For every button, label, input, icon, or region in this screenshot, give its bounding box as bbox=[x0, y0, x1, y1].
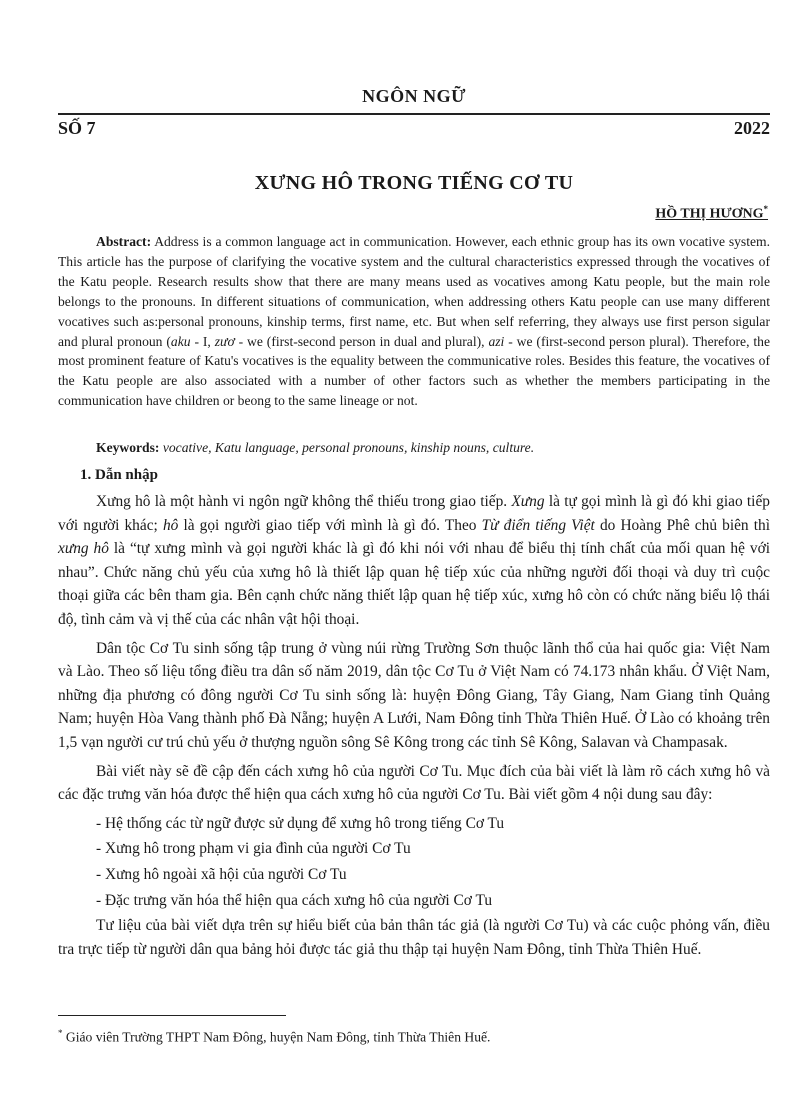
paragraph: Dân tộc Cơ Tu sinh sống tập trung ở vùng núi rừng Trường Sơn thuộc lãnh thổ của hai quốc gia: Việt Nam và Lào. Theo số liệu tổng điều tra dân số năm 2019, dân tộc Cơ Tu ở Việt Nam có 74.173 nhân khẩu. Ở Việt Nam, những địa phương có đông người Cơ Tu sinh sống là: huyện Đông Giang, Tây Giang, Nam Giang tỉnh Quảng Nam; huyện Hòa Vang thành phố Đà Nẵng; huyện A Lưới, Nam Đông tỉnh Thừa Thiên Huế. Ở Lào có khoảng trên 1,5 vạn người cư trú chủ yếu ở thượng nguồn sông Sê Kông trong các tỉnh Sê Kông, Salavan và Champasak. bbox=[58, 639, 770, 751]
italic-term: xưng hô bbox=[58, 540, 109, 558]
keywords-label: Keywords: bbox=[96, 440, 160, 455]
footnote bbox=[58, 1024, 770, 1047]
abstract-text: - we (first-second person in dual and plural), bbox=[234, 333, 489, 349]
italic-term: Xưng bbox=[511, 493, 545, 510]
paragraph-text: do Hoàng Phê chủ biên thì bbox=[594, 516, 770, 534]
list-item: - Đặc trưng văn hóa thể hiện qua cách xưng hô của người Cơ Tu bbox=[96, 891, 493, 909]
paragraph-text: là gọi người giao tiếp với mình là gì đó. Theo bbox=[178, 516, 482, 534]
paragraph-text: là “tự xưng mình và gọi người khác là gì đó khi nói với nhau để biểu thị tính chất của mối quan hệ với nhau”. Chức năng chủ yếu của xưng hô là thiết lập quan hệ tiếp xúc của những người đối thoại và duy trì cuộc thoại giữa các bên tham gia. Bên cạnh chức năng thiết lập quan hệ tiếp xúc, xưng hô còn có chức năng biểu lộ thái độ, tình cảm và vị thế của các nhân vật hội thoại. bbox=[58, 540, 770, 628]
section-body bbox=[58, 490, 770, 966]
abstract-text: - we (first-second person plural). Therefore, the most prominent feature of Katu's vocatives is the equality between the communicative roles. Besides this feature, the vocatives of the Katu people are also associated with a number of other factors such as whether the members participating in the communication have children or beong to the same lineage or not. bbox=[58, 333, 770, 409]
italic-term: hô bbox=[162, 516, 179, 534]
list-item: - Xưng hô trong phạm vi gia đình của người Cơ Tu bbox=[96, 840, 411, 858]
abstract-term: aku bbox=[170, 333, 191, 349]
footnote-rule bbox=[58, 1015, 286, 1016]
issue-number: SỐ 7 bbox=[58, 118, 96, 138]
abstract bbox=[58, 232, 770, 411]
keywords-text: vocative, Katu language, personal pronouns, kinship nouns, culture. bbox=[159, 440, 535, 455]
paragraph-text: Xưng hô là một hành vi ngôn ngữ không thể thiếu trong giao tiếp. bbox=[96, 493, 512, 510]
article-author bbox=[655, 204, 768, 223]
keywords bbox=[58, 438, 770, 458]
article-title: XƯNG HÔ TRONG TIẾNG CƠ TU bbox=[254, 172, 574, 194]
footnote-mark: * bbox=[58, 1028, 63, 1038]
author-name: HỒ THỊ HƯƠNG bbox=[655, 206, 764, 222]
journal-name: NGÔN NGỮ bbox=[362, 86, 466, 106]
list-item: - Hệ thống các từ ngữ được sử dụng để xưng hô trong tiếng Cơ Tu bbox=[96, 814, 505, 832]
paragraph bbox=[58, 490, 770, 632]
abstract-term: azi bbox=[488, 333, 505, 349]
italic-term: Từ điển tiếng Việt bbox=[481, 516, 595, 534]
paragraph: Bài viết này sẽ đề cập đến cách xưng hô của người Cơ Tu. Mục đích của bài viết là làm rõ cách xưng hô và các đặc trưng văn hóa được thể hiện qua cách xưng hô của người Cơ Tu. Bài viết gồm 4 nội dung sau đây: bbox=[58, 762, 770, 804]
section-heading: 1. Dẫn nhập bbox=[80, 467, 158, 483]
abstract-term: zươ bbox=[214, 333, 235, 349]
issue-year: 2022 bbox=[734, 118, 770, 138]
list-item: - Xưng hô ngoài xã hội của người Cơ Tu bbox=[96, 865, 347, 883]
abstract-label: Abstract: bbox=[96, 234, 152, 249]
footnote-text: Giáo viên Trường THPT Nam Đông, huyện Nam Đông, tỉnh Thừa Thiên Huế. bbox=[62, 1029, 491, 1045]
paragraph-text: là tự gọi mình là gì đó khi giao tiếp với người khác; bbox=[58, 493, 770, 534]
abstract-text: - I, bbox=[190, 333, 215, 349]
abstract-text: Address is a common language act in communication. However, each ethnic group has its own vocative system. This article has the purpose of clarifying the vocative system and the cultural characteristics expressed through the vocatives of the Katu people. Research results show that there are many means used as vocatives among Katu people, but the main role belongs to the pronouns. In different situations of communication, when addressing others Katu people can use many different vocatives such as:personal pronouns, kinship terms, first name, etc. But when self referring, they always use first person sigular and plural pronoun ( bbox=[58, 234, 770, 349]
paragraph: Tư liệu của bài viết dựa trên sự hiểu biết của bản thân tác giả (là người Cơ Tu) và các cuộc phỏng vấn, điều tra trực tiếp từ người dân qua bảng hỏi được tác giả thu thập tại huyện Nam Đông, tỉnh Thừa Thiên Huế. bbox=[58, 917, 770, 958]
author-footnote-mark: * bbox=[763, 204, 768, 214]
header-rule bbox=[58, 113, 770, 115]
